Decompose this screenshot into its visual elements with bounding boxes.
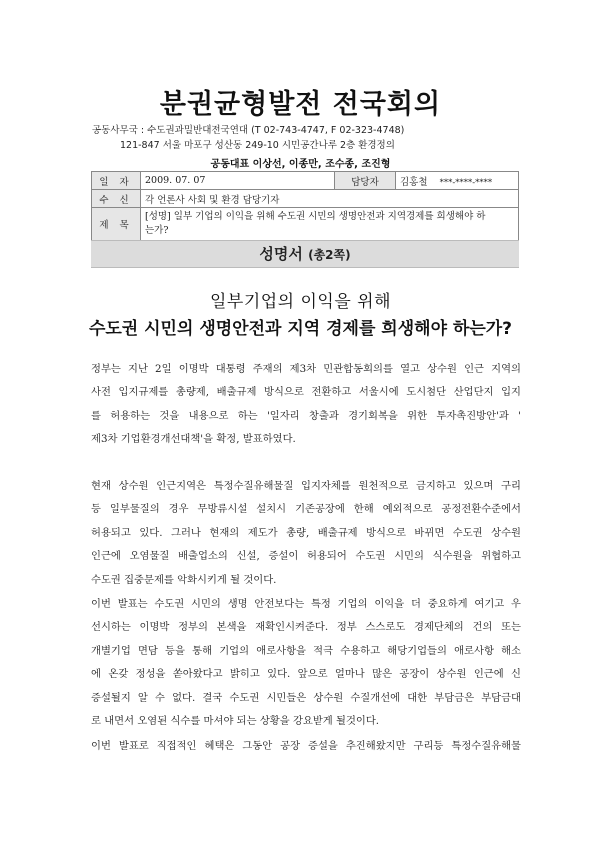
text-line: 현재 상수원 인근지역은 특정수질유해물질 입지자체를 원천적으로 금지하고 있으며 구리 <box>91 480 521 492</box>
text-line: 수도권 집중문제를 악화시키게 될 것이다. <box>91 573 277 586</box>
recipient-value: 각 언론사 사회 및 환경 담당기자 <box>141 190 519 208</box>
body-paragraph-1 <box>91 358 521 452</box>
secretariat-contact: 공동사무국 : 수도권과밀반대전국연대 (T 02-743-4747, F 02-323-4748) <box>92 125 405 136</box>
date-value: 2009. 07. 07 <box>141 172 335 190</box>
contact-name: 김홍철 <box>400 176 428 188</box>
text-line: 제3차 기업환경개선대책'을 확정, 발표하였다. <box>91 433 296 446</box>
headline-line2: 수도권 시민의 생명안전과 지역 경제를 희생해야 하는가? <box>88 319 513 339</box>
headline-line1: 일부기업의 이익을 위해 <box>209 292 392 312</box>
text-line: 로 내면서 오염된 식수를 마셔야 되는 상황을 강요받게 될것이다. <box>91 715 380 728</box>
statement-banner <box>91 240 519 268</box>
text-line: 를 허용하는 것을 내용으로 하는 '일자리 창출과 경기회복을 위한 투자촉진방안'과 ' <box>91 409 521 422</box>
text-line: 증설될지 알 수 없다. 결국 수도권 시민들은 상수원 수질개선에 대한 부담금은 부담금대 <box>91 691 521 704</box>
text-line: 개별기업 면담 등을 통해 기업의 애로사항을 적극 수용하고 해당기업들의 애로사항 해소 <box>91 644 521 657</box>
text-line: 인근에 오염물질 배출업소의 신설, 증설이 허용되어 수도권 시민의 식수원을 위협하고 <box>91 550 521 563</box>
text-line: 정부는 지난 2일 이명박 대통령 주재의 제3차 민관합동회의를 열고 상수원 인근 지역의 <box>91 363 521 375</box>
subject-label: 제 목 <box>92 208 141 241</box>
contact-person <box>396 172 519 190</box>
subject-line: 는가? <box>145 225 169 236</box>
body-paragraph-2 <box>91 475 521 592</box>
text-line: 선시하는 이명박 정부의 본색을 재확인시켜준다. 정부 스스로도 경제단체의 건의 또는 <box>91 621 521 634</box>
text-line: 이번 발표는 수도권 시민의 생명 안전보다는 특정 기업의 이익을 더 중요하게 여기고 우 <box>91 598 521 610</box>
banner-page-count: (총2쪽) <box>308 248 351 262</box>
body-paragraph-4 <box>91 735 521 758</box>
subject-line: [성명] 일부 기업의 이익을 위해 수도권 시민의 생명안전과 지역경제를 희생해야 하 <box>145 211 486 222</box>
recipient-label: 수 신 <box>92 190 141 208</box>
text-line: 사전 입지규제를 총량제, 배출규제 방식으로 전환하고 서울시에 도시첨단 산업단지 입지 <box>91 386 521 399</box>
body-paragraph-3 <box>91 593 521 733</box>
secretariat-address: 121-847 서울 마포구 성산동 249-10 시민공간나루 2층 환경정의 <box>120 140 395 151</box>
banner-title: 성명서 <box>259 245 303 263</box>
contact-phone: ***-****-**** <box>439 177 493 188</box>
text-line: 이번 발표로 직접적인 혜택은 그동안 공장 증설을 추진해왔지만 구리등 특정수질유해물 <box>91 740 521 752</box>
text-line: 등 일부물질의 경우 무방류시설 설치시 기존공장에 한해 예외적으로 공정전환수준에서 <box>91 503 521 516</box>
date-label: 일 자 <box>92 172 141 190</box>
co-representatives: 공동대표 이상선, 이종만, 조수종, 조진형 <box>210 159 391 170</box>
contact-label: 담당자 <box>335 172 396 190</box>
text-line: 허용되고 있다. 그러나 현재의 제도가 총량, 배출규제 방식으로 바뀌면 수도권 상수원 <box>91 526 521 539</box>
info-table <box>91 171 519 241</box>
subject-value <box>141 208 519 241</box>
text-line: 에 온갖 정성을 쏟아왔다고 밝히고 있다. 앞으로 얼마나 많은 공장이 상수원 인근에 신 <box>91 668 521 681</box>
org-title: 분권균형발전 전국회의 <box>159 89 442 120</box>
